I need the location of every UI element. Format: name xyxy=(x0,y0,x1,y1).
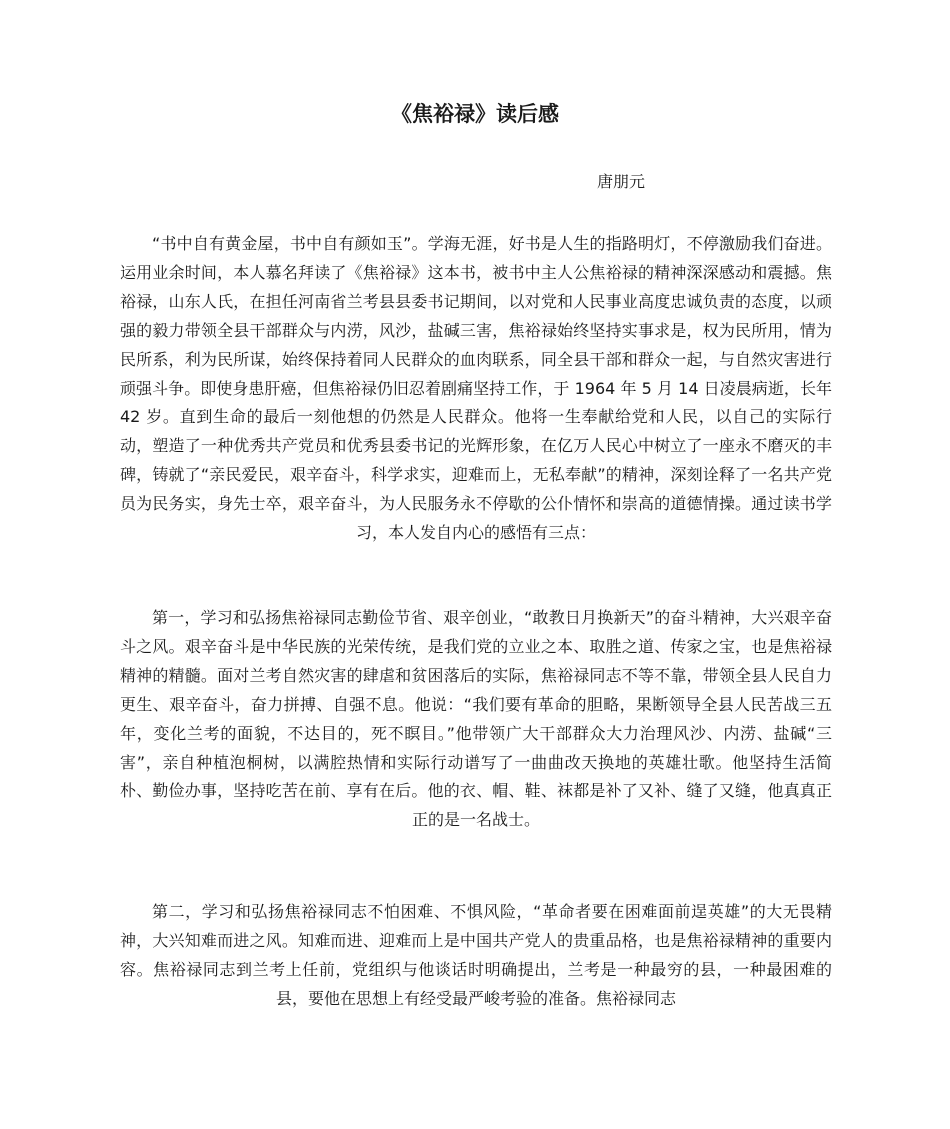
paragraph-intro: “书中自有黄金屋，书中自有颜如玉”。学海无涯，好书是人生的指路明灯，不停激励我们奋进。运用业余时间，本人慕名拜读了《焦裕禄》这本书，被书中主人公焦裕禄的精神深深感动和震撼。焦裕禄，山东人氏，在担任河南省兰考县县委书记期间，以对党和人民事业高度忠诚负责的态度，以顽强的毅力带领全县干部群众与内涝，风沙，盐碱三害，焦裕禄始终坚持实事求是，权为民所用，情为民所系，利为民所谋，始终保持着同人民群众的血肉联系，同全县干部和群众一起，与自然灾害进行顽强斗争。即使身患肝癌，但焦裕禄仍旧忍着剧痛坚持工作，于 1964 年 5 月 14 日凌晨病逝，长年 42 岁。直到生命的最后一刻他想的仍然是人民群众。他将一生奉献给党和人民，以自己的实际行动，塑造了一种优秀共产党员和优秀县委书记的光辉形象，在亿万人民心中树立了一座永不磨灭的丰碑，铸就了“亲民爱民，艰辛奋斗，科学求实，迎难而上，无私奉献”的精神，深刻诠释了一名共产党员为民务实，身先士卒，艰辛奋斗，为人民服务永不停歇的公仆情怀和崇高的道德情操。通过读书学习，本人发自内心的感悟有三点： xyxy=(120,234,832,543)
paragraph-second-point: 第二，学习和弘扬焦裕禄同志不怕困难、不惧风险，“革命者要在困难面前逞英雄”的大无畏精神，大兴知难而进之风。知难而进、迎难而上是中国共产党人的贵重品格，也是焦裕禄精神的重要内容。焦裕禄同志到兰考上任前，党组织与他谈话时明确提出，兰考是一种最穷的县，一种最困难的县，要他在思想上有经受最严峻考验的准备。焦裕禄同志 xyxy=(120,902,832,1008)
document-author: 唐朋元 xyxy=(597,172,646,191)
document-title: 《焦裕禄》读后感 xyxy=(391,102,559,126)
paragraph-first-point: 第一，学习和弘扬焦裕禄同志勤俭节省、艰辛创业，“敢教日月换新天”的奋斗精神，大兴艰辛奋斗之风。艰辛奋斗是中华民族的光荣传统，是我们党的立业之本、取胜之道、传家之宝，也是焦裕禄精神的精髓。面对兰考自然灾害的肆虐和贫困落后的实际，焦裕禄同志不等不靠，带领全县人民自力更生、艰辛奋斗，奋力拼搏、自强不息。他说：“我们要有革命的胆略，果断领导全县人民苦战三五年，变化兰考的面貌，不达目的，死不瞑目。”他带领广大干部群众大力治理风沙、内涝、盐碱“三害”，亲自种植泡桐树，以满腔热情和实际行动谱写了一曲曲改天换地的英雄壮歌。他坚持生活简朴、勤俭办事，坚持吃苦在前、享有在后。他的衣、帽、鞋、袜都是补了又补、缝了又缝，他真真正正的是一名战士。 xyxy=(120,608,832,830)
